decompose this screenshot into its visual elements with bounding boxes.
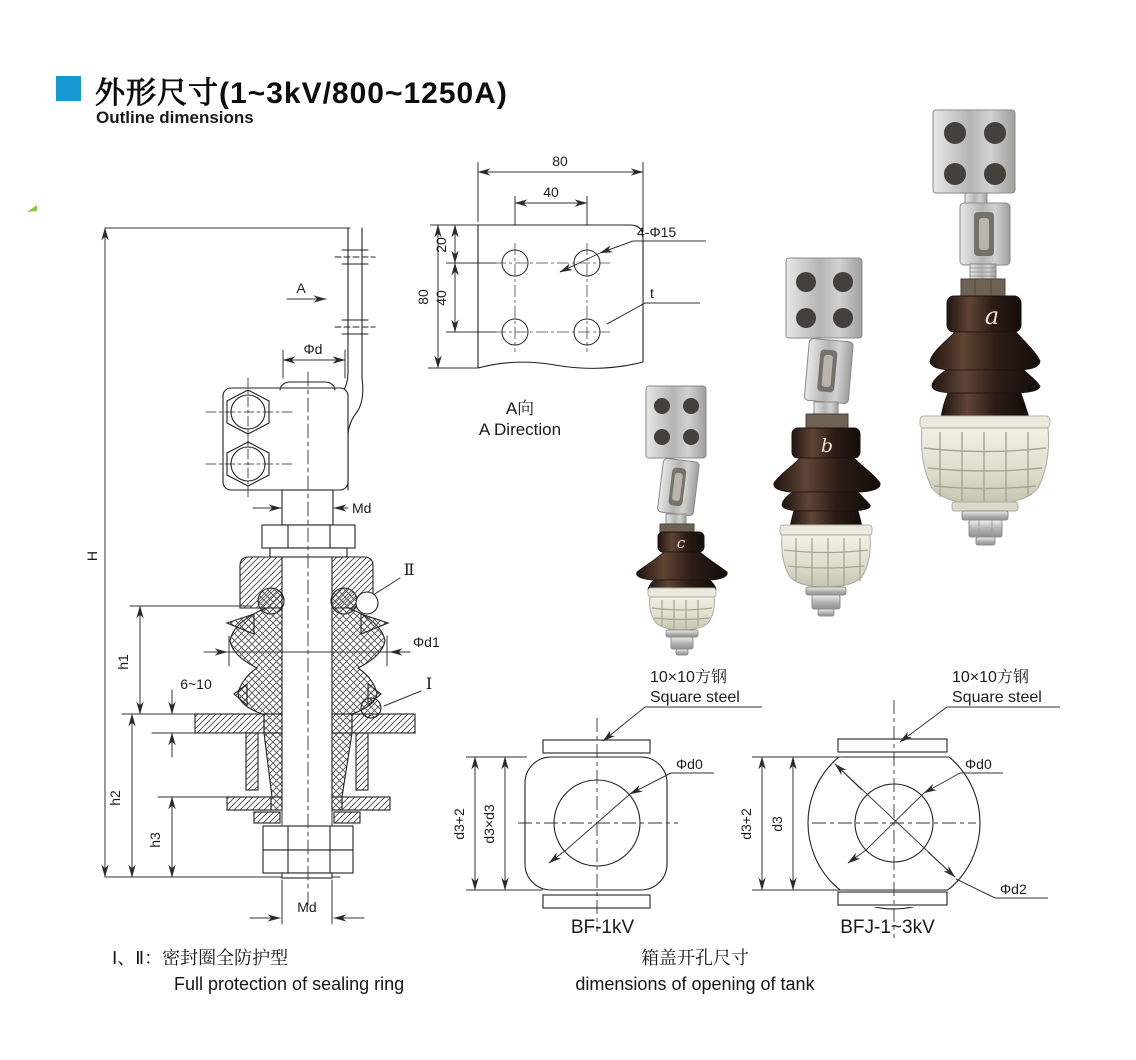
aview-thickness-label: t <box>650 285 654 301</box>
view-arrow-label-A: A <box>296 280 306 296</box>
dim-label-H: H <box>84 550 100 562</box>
a-view-caption-en: A Direction <box>478 420 562 439</box>
tank-opening-note-en: dimensions of opening of tank <box>575 974 815 994</box>
a-direction-view <box>415 153 706 368</box>
seal-ring-note-zh: Ⅰ、Ⅱ：密封圈全防护型 <box>112 948 289 968</box>
bf-dim-outer: d3+2 <box>451 808 467 840</box>
bf-square-steel-zh: 10×10方钢 <box>650 669 727 686</box>
green-mark <box>27 205 37 212</box>
aview-dim-40-top: 40 <box>543 184 559 200</box>
main-section-drawing <box>84 228 440 924</box>
seal-ring-2-label: Ⅱ <box>403 560 415 579</box>
bf-dim-inner: d3×d3 <box>481 804 497 844</box>
seal-ring-1-label: Ⅰ <box>425 674 433 693</box>
bfj-opening-view <box>738 668 1060 938</box>
photo-bushing-b <box>774 258 880 616</box>
photo-label-b: b <box>820 435 834 457</box>
bfj-square-steel-zh: 10×10方钢 <box>952 669 1029 686</box>
aview-dim-80-left: 80 <box>415 289 431 305</box>
dim-label-h2: h2 <box>107 790 123 806</box>
bfj-square-steel-en: Square steel <box>952 689 1042 706</box>
bf-opening-view <box>451 668 762 932</box>
aview-dim-80-top: 80 <box>552 153 568 169</box>
aview-dim-40-left: 40 <box>433 290 449 306</box>
page-subtitle: Outline dimensions <box>96 108 254 127</box>
bf-square-steel-en: Square steel <box>650 689 740 706</box>
dim-label-phi-d: Φd <box>303 341 323 357</box>
photo-bushing-a <box>920 110 1050 545</box>
page-title: 外形尺寸(1~3kV/800~1250A) <box>95 77 508 110</box>
tank-opening-note-zh: 箱盖开孔尺寸 <box>641 948 749 968</box>
dim-label-phi-d1: Φd1 <box>413 634 440 650</box>
aview-dim-20: 20 <box>433 237 449 253</box>
photo-bushing-c <box>637 386 728 655</box>
photo-label-a: a <box>984 302 1000 330</box>
dim-label-md-top: Md <box>352 500 372 516</box>
bf-dim-phi-d0: Φd0 <box>676 756 703 772</box>
bfj-caption: BFJ-1~3kV <box>840 917 935 938</box>
tank-opening-note <box>535 945 855 997</box>
dim-label-md-bottom: Md <box>297 899 317 915</box>
bfj-dim-inner: d3 <box>769 816 785 832</box>
bfj-dim-phi-d2: Φd2 <box>1000 881 1027 897</box>
aview-holes-label: 4-Φ15 <box>637 224 677 240</box>
bfj-dim-phi-d0: Φd0 <box>965 756 992 772</box>
a-view-caption <box>430 398 610 440</box>
bfj-dim-outer: d3+2 <box>738 808 754 840</box>
seal-ring-note-en: Full protection of sealing ring <box>174 974 405 994</box>
dim-label-h3: h3 <box>147 832 163 848</box>
bf-caption: BF-1kV <box>570 917 635 938</box>
dim-label-gap: 6~10 <box>180 676 212 692</box>
dim-label-h1: h1 <box>115 654 131 670</box>
seal-ring-note <box>112 945 404 997</box>
a-view-caption-zh: A向 <box>505 399 535 418</box>
photo-label-c: c <box>676 534 686 552</box>
